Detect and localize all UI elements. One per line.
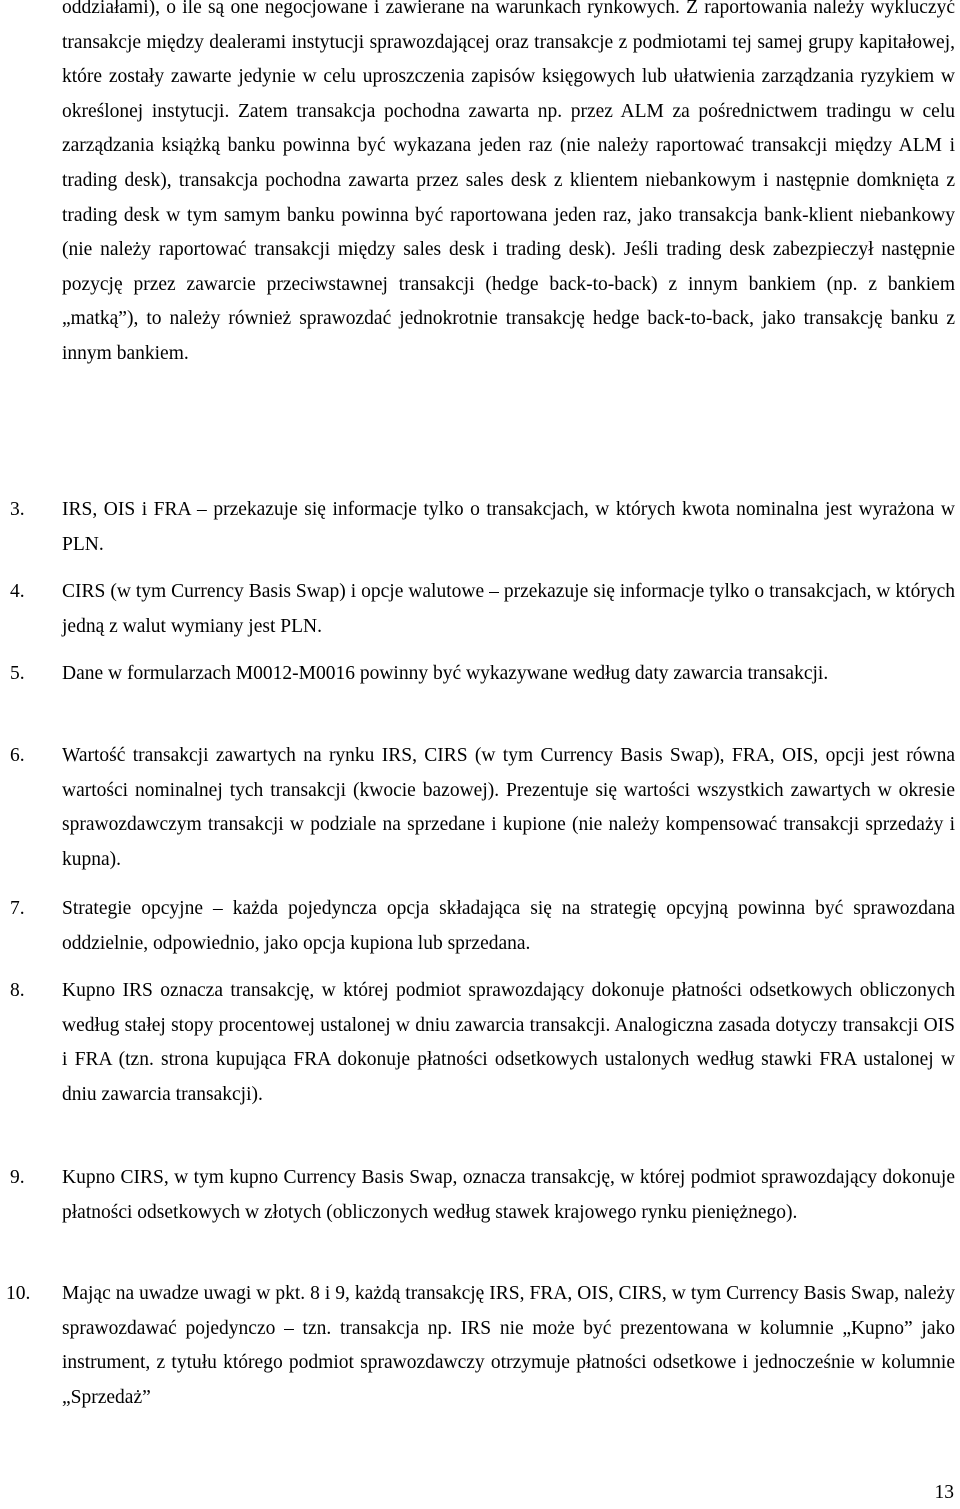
list-item-number: 6. [10, 745, 25, 766]
list-item-number: 3. [10, 499, 25, 520]
list-item-text: Dane w formularzach M0012-M0016 powinny być wykazywane według daty zawarcia transakcji. [62, 663, 829, 684]
list-item-text: Kupno IRS oznacza transakcję, w której podmiot sprawozdający dokonuje płatności odsetkowych obliczonych według stałej stopy procentowej ustalonej w dniu zawarcia transakcji. Analogiczna zasada dotyczy transakcji OIS i FRA (tzn. strona kupująca FRA dokonuje płatności odsetkowych ustalonych według stawki FRA ustalonej w dniu zawarcia transakcji). [62, 980, 955, 1105]
list-item-number: 4. [10, 581, 25, 602]
list-item-number: 10. [6, 1283, 31, 1304]
list-item-number: 9. [10, 1167, 25, 1188]
list-item-text: CIRS (w tym Currency Basis Swap) i opcje walutowe – przekazuje się informacje tylko o transakcjach, w których jedną z walut wymiany jest PLN. [62, 581, 955, 637]
list-item-text: Mając na uwadze uwagi w pkt. 8 i 9, każdą transakcję IRS, FRA, OIS, CIRS, w tym Currency Basis Swap, należy sprawozdawać pojedynczo – tzn. transakcja np. IRS nie może być prezentowana w kolumnie „Kupno” jako instrument, z tytułu którego podmiot sprawozdawczy otrzymuje płatności odsetkowe i jednocześnie w kolumnie „Sprzedaż” [62, 1283, 955, 1408]
page-number: 13 [934, 1482, 954, 1503]
list-item-text: Kupno CIRS, w tym kupno Currency Basis Swap, oznacza transakcję, w której podmiot sprawozdający dokonuje płatności odsetkowych w złotych (obliczonych według stawek krajowego rynku pieniężnego). [62, 1167, 955, 1223]
list-item-text: Wartość transakcji zawartych na rynku IRS, CIRS (w tym Currency Basis Swap), FRA, OIS, opcji jest równa wartości nominalnej tych transakcji (kwocie bazowej). Prezentuje się wartości wszystkich zawartych w okresie sprawozdawczym transakcji w podziale na sprzedane i kupione (nie należy kompensować transakcji sprzedaży i kupna). [62, 745, 955, 870]
list-item-number: 5. [10, 663, 25, 684]
list-item-number: 8. [10, 980, 25, 1001]
list-item-number: 7. [10, 898, 25, 919]
continuation-paragraph: oddziałami), o ile są one negocjowane i zawierane na warunkach rynkowych. Z raportowania należy wykluczyć transakcje między dealerami instytucji sprawozdającej oraz transakcje z podmiotami tej samej grupy kapitałowej, które zostały zawarte jedynie w celu uproszczenia zapisów księgowych lub ułatwienia zarządzania ryzykiem w określonej instytucji. Zatem transakcja pochodna zawarta np. przez ALM za pośrednictwem tradingu w celu zarządzania książką banku powinna być wykazana jeden raz (nie należy raportować transakcji między ALM i trading desk), transakcja pochodna zawarta przez sales desk z klientem niebankowym i następnie domknięta z trading desk w tym samym banku powinna być raportowana jeden raz, jako transakcja bank-klient niebankowy (nie należy raportować transakcji między sales desk i trading desk). Jeśli trading desk zabezpieczył następnie pozycję przez zawarcie przeciwstawnej transakcji (hedge back-to-back) z innym bankiem (np. z bankiem „matką”), to należy również sprawozdać jednokrotnie transakcję hedge back-to-back, jako transakcję banku z innym bankiem. [62, 0, 955, 364]
list-item-text: IRS, OIS i FRA – przekazuje się informacje tylko o transakcjach, w których kwota nominalna jest wyrażona w PLN. [62, 499, 955, 555]
list-item-text: Strategie opcyjne – każda pojedyncza opcja składająca się na strategię opcyjną powinna być sprawozdana oddzielnie, odpowiednio, jako opcja kupiona lub sprzedana. [62, 898, 955, 954]
